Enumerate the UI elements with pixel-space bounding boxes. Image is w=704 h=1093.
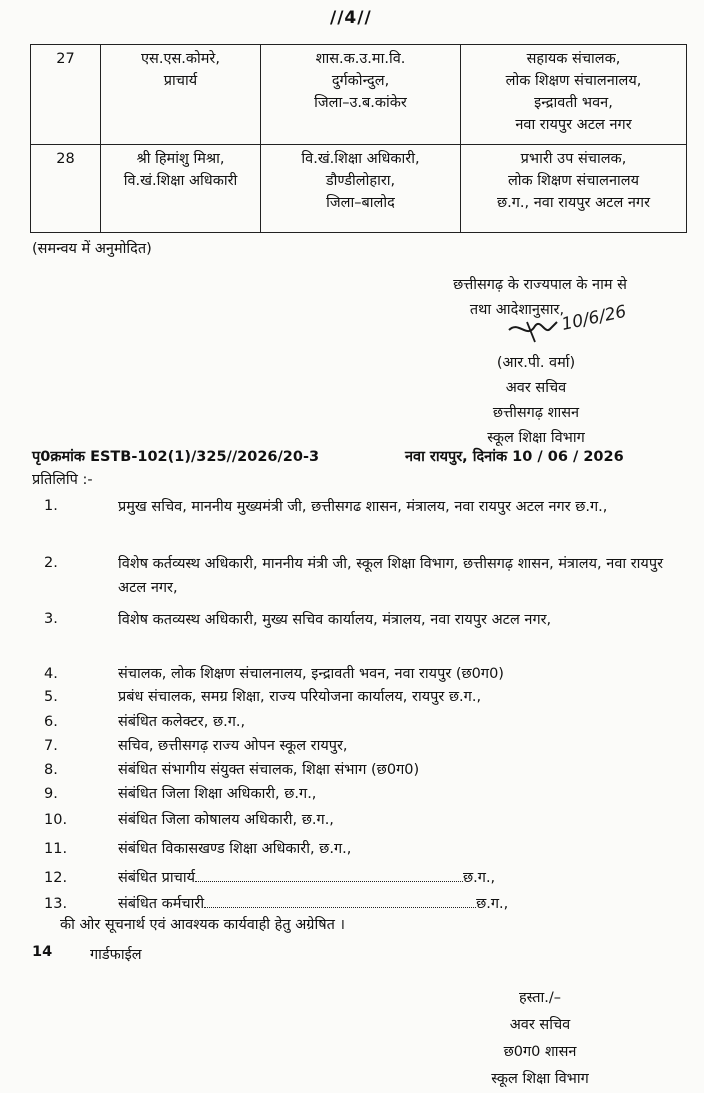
- reference-number: पृ0क्रमांक ESTB-102(1)/325//2026/20-3: [32, 449, 320, 465]
- item-number: 9.: [44, 786, 58, 802]
- signatory-name: (आर.पी. वर्मा): [496, 355, 576, 371]
- approval-note: (समन्वय में अनुमोदित): [32, 241, 152, 257]
- item-text: प्रबंध संचालक, समग्र शिक्षा, राज्य परियोजना कार्यालय, रायपुर छ.ग.,: [118, 689, 482, 705]
- item-number: 2.: [44, 555, 58, 571]
- cell-line: इन्द्रावती भवन,: [534, 95, 613, 111]
- item-14-number: 14: [32, 944, 53, 960]
- new-post-cell: [461, 45, 687, 145]
- item-text: विशेष कर्तव्यस्थ अधिकारी, माननीय मंत्री जी, स्कूल शिक्षा विभाग, छत्तीसगढ़ शासन, मंत्रालय, नवा रायपुर अटल नगर,: [118, 556, 664, 596]
- signatory-department: स्कूल शिक्षा विभाग: [487, 430, 585, 446]
- cell-line: वि.खं.शिक्षा अधिकारी: [123, 173, 238, 189]
- signatory-designation: अवर सचिव: [505, 380, 567, 396]
- serial-cell: 27: [31, 45, 101, 145]
- cell-line: दुर्गकोन्दुल,: [331, 73, 390, 89]
- cell-line: छ.ग., नवा रायपुर अटल नगर: [496, 195, 651, 211]
- handwritten-signature: [505, 300, 655, 350]
- blank-fill-line: [195, 869, 463, 882]
- signature-date: 10/6/26: [559, 301, 629, 335]
- footer-department: स्कूल शिक्षा विभाग: [491, 1071, 589, 1087]
- item-text: विशेष कतव्यस्थ अधिकारी, मुख्य सचिव कार्यालय, मंत्रालय, नवा रायपुर अटल नगर,: [118, 612, 552, 628]
- item-14-text: गार्डफाईल: [90, 947, 142, 963]
- signatory-government: छत्तीसगढ़ शासन: [492, 405, 580, 421]
- item-number: 11.: [44, 841, 68, 857]
- item-suffix: छ.ग.,: [463, 870, 496, 886]
- name-cell: [101, 145, 261, 233]
- item-text: संबंधित कलेक्टर, छ.ग.,: [118, 714, 246, 730]
- item-text: संबंधित जिला कोषालय अधिकारी, छ.ग.,: [118, 812, 334, 828]
- signatory-block: [446, 351, 626, 451]
- item-number: 13.: [44, 896, 68, 912]
- current-post-cell: [261, 145, 461, 233]
- table-row: [31, 145, 687, 233]
- item-label: संबंधित कर्मचारी: [118, 896, 205, 912]
- cell-line: प्रभारी उप संचालक,: [520, 151, 627, 167]
- serial-cell: 28: [31, 145, 101, 233]
- item-number: 1.: [44, 498, 58, 514]
- cell-line: श्री हिमांशु मिश्रा,: [136, 151, 225, 167]
- page-number: //4//: [330, 8, 372, 28]
- footer-government: छ0ग0 शासन: [503, 1044, 577, 1060]
- item-text: संबंधित जिला शिक्षा अधिकारी, छ.ग.,: [118, 786, 317, 802]
- item-text: [118, 892, 684, 916]
- item-number: 10.: [44, 812, 68, 828]
- item-number: 7.: [44, 738, 58, 754]
- order-line-2: तथा आदेशानुसार,: [469, 302, 565, 318]
- item-number: 6.: [44, 714, 58, 730]
- cell-line: सहायक संचालक,: [526, 51, 621, 67]
- item-number: 5.: [44, 689, 58, 705]
- cell-line: नवा रायपुर अटल नगर: [515, 117, 632, 133]
- name-cell: [101, 45, 261, 145]
- cell-line: लोक शिक्षण संचालनालय: [507, 173, 640, 189]
- order-line-1: छत्तीसगढ़ के राज्यपाल के नाम से: [453, 277, 627, 293]
- closing-line: की ओर सूचनार्थ एवं आवश्यक कार्यवाही हेतु अग्रेषित ।: [60, 917, 345, 933]
- cell-line: प्राचार्य: [163, 73, 198, 89]
- footer-signed: हस्ता./–: [518, 990, 562, 1006]
- cell-line: शास.क.उ.मा.वि.: [315, 51, 406, 67]
- item-text: संबंधित विकासखण्ड शिक्षा अधिकारी, छ.ग.,: [118, 841, 352, 857]
- cell-line: वि.खं.शिक्षा अधिकारी,: [301, 151, 420, 167]
- cell-line: डौण्डीलोहारा,: [325, 173, 396, 189]
- item-text: संचालक, लोक शिक्षण संचालनालय, इन्द्रावती भवन, नवा रायपुर (छ0ग0): [118, 666, 504, 682]
- table-row: [31, 45, 687, 145]
- item-number: 3.: [44, 611, 58, 627]
- item-text: सचिव, छत्तीसगढ़ राज्य ओपन स्कूल रायपुर,: [118, 738, 348, 754]
- item-text: प्रमुख सचिव, माननीय मुख्यमंत्री जी, छत्तीसगढ शासन, मंत्रालय, नवा रायपुर अटल नगर छ.ग.,: [118, 499, 608, 515]
- item-text: संबंधित संभागीय संयुक्त संचालक, शिक्षा संभाग (छ0ग0): [118, 762, 420, 778]
- new-post-cell: [461, 145, 687, 233]
- copy-heading: प्रतिलिपि :-: [32, 472, 93, 488]
- cell-line: जिला–उ.ब.कांकेर: [314, 95, 407, 111]
- item-text: [118, 866, 684, 890]
- item-suffix: छ.ग.,: [476, 896, 509, 912]
- item-number: 8.: [44, 762, 58, 778]
- item-number: 4.: [44, 666, 58, 682]
- item-number: 12.: [44, 870, 68, 886]
- transfer-table: [30, 44, 687, 233]
- cell-line: लोक शिक्षण संचालनालय,: [505, 73, 642, 89]
- cell-line: जिला–बालोद: [326, 195, 395, 211]
- blank-fill-line: [204, 895, 476, 908]
- current-post-cell: [261, 45, 461, 145]
- reference-date: नवा रायपुर, दिनांक 10 / 06 / 2026: [405, 449, 624, 465]
- footer-signature-block: [460, 985, 620, 1093]
- cell-line: एस.एस.कोमरे,: [141, 51, 220, 67]
- item-label: संबंधित प्राचार्य: [118, 870, 196, 886]
- footer-designation: अवर सचिव: [509, 1017, 571, 1033]
